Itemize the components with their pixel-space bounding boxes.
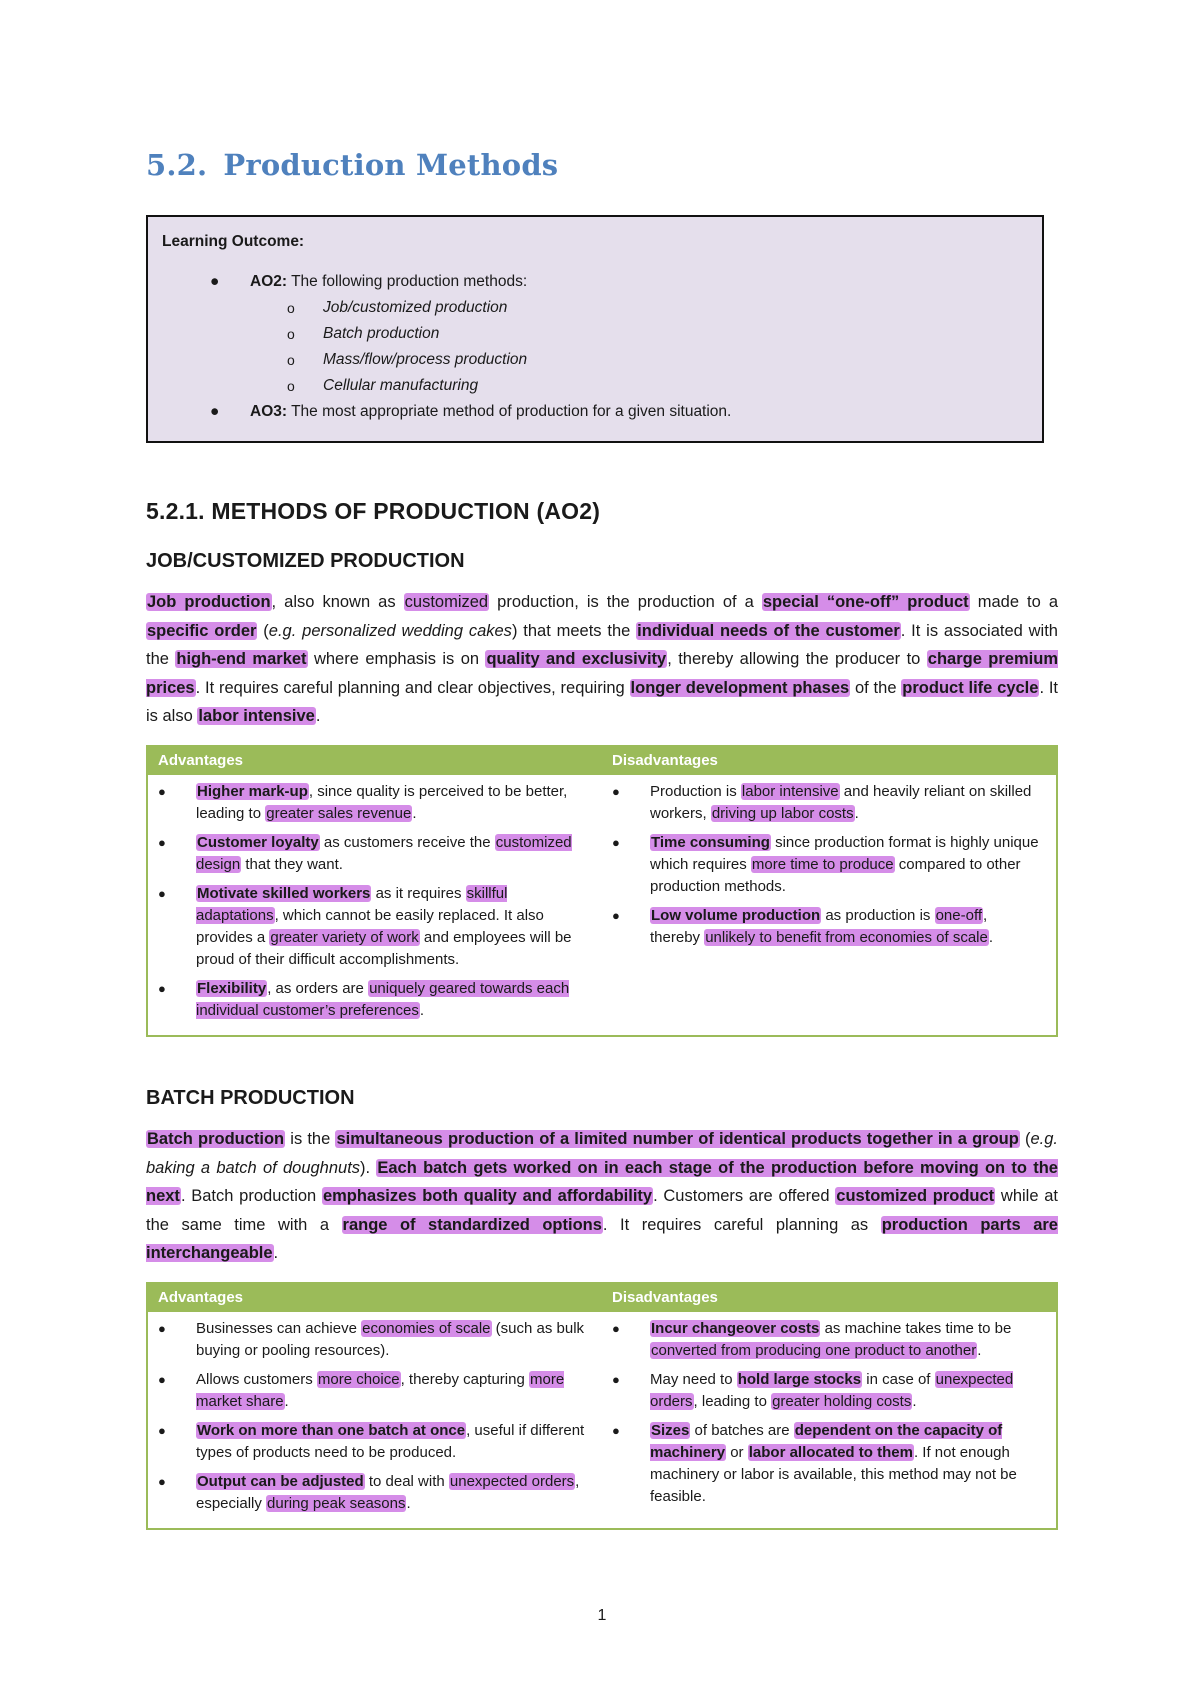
- bullet-icon: ●: [612, 908, 620, 923]
- sub-bullet-icon: o: [287, 326, 295, 342]
- page-title: [146, 148, 558, 182]
- methods-list: [250, 295, 1028, 399]
- list-item: ● Low volume production as production is one-off, thereby unlikely to benefit from economies of scale.: [612, 907, 994, 946]
- bullet-icon: ●: [158, 1474, 166, 1489]
- bullet-icon: ●: [210, 403, 220, 420]
- disadvantages-column: [602, 781, 1056, 1029]
- advantages-column: [148, 781, 602, 1029]
- title-number: 5.2.: [146, 148, 208, 182]
- disadvantages-header: Disadvantages: [612, 1289, 718, 1306]
- learning-outcome-list: [162, 269, 1028, 425]
- batch-heading: BATCH PRODUCTION: [146, 1087, 355, 1109]
- list-item: ● May need to hold large stocks in case of unexpected orders, leading to greater holding costs.: [612, 1371, 1014, 1410]
- sub-bullet-icon: o: [287, 378, 295, 394]
- bullet-icon: ●: [612, 784, 620, 799]
- section-heading: 5.2.1. METHODS OF PRODUCTION (AO2): [146, 498, 601, 524]
- job-paragraph: Job production, also known as customized production, is the production of a special “one-off” product made to a specific order (e.g. personalized wedding cakes) that meets the individual needs of the customer. It is associated with the high-end market where emphasis is on quality and exclusivity, thereby allowing the producer to charge premium prices. It requires careful planning and clear objectives, requiring longer development phases of the product life cycle. It is also labor intensive.: [146, 593, 1059, 725]
- method-item: o Batch production: [162, 321, 1028, 347]
- bullet-icon: ●: [158, 1321, 166, 1336]
- bullet-icon: ●: [158, 981, 166, 996]
- bullet-icon: ●: [158, 886, 166, 901]
- learning-outcome-ao2: [162, 269, 1028, 399]
- disadvantages-header: Disadvantages: [612, 752, 718, 769]
- learning-outcome-heading: Learning Outcome:: [162, 233, 305, 250]
- ao2-label: AO2:: [250, 273, 288, 290]
- learning-outcome-box: [146, 215, 1044, 443]
- job-heading: JOB/CUSTOMIZED PRODUCTION: [146, 550, 465, 572]
- list-item: ● Production is labor intensive and heavily reliant on skilled workers, driving up labor costs.: [612, 783, 1032, 822]
- bullet-icon: ●: [612, 1423, 620, 1438]
- sub-bullet-icon: o: [287, 352, 295, 368]
- bullet-icon: ●: [612, 835, 620, 850]
- ao3-label: AO3:: [250, 403, 288, 420]
- method-item: o Cellular manufacturing: [162, 373, 1028, 399]
- bullet-icon: ●: [158, 784, 166, 799]
- list-item: ● Allows customers more choice, thereby capturing more market share.: [158, 1371, 565, 1410]
- bullet-icon: ●: [612, 1372, 620, 1387]
- list-item: ● Work on more than one batch at once, useful if different types of products need to be produced.: [158, 1422, 585, 1461]
- list-item: ● Flexibility, as orders are uniquely geared towards each individual customer’s preferences.: [158, 980, 570, 1019]
- list-item: ● Customer loyalty as customers receive the customized design that they want.: [158, 834, 572, 873]
- advantages-header: Advantages: [158, 1289, 244, 1306]
- page-number: 1: [597, 1607, 607, 1624]
- list-item: ● Sizes of batches are dependent on the capacity of machinery or labor allocated to them. If not enough machinery or labor is available, this method may not be feasible.: [612, 1422, 1017, 1505]
- sub-bullet-icon: o: [287, 300, 295, 316]
- table-body: [148, 1312, 1056, 1528]
- table-header: [148, 1284, 1056, 1312]
- list-item: ● Motivate skilled workers as it requires skillful adaptations, which cannot be easily replaced. It also provides a greater variety of work and employees will be proud of their difficult accomplishments.: [158, 885, 572, 968]
- ao3-text: The most appropriate method of production for a given situation.: [287, 403, 732, 420]
- batch-paragraph: Batch production is the simultaneous production of a limited number of identical products together in a group (e.g. baking a batch of doughnuts). Each batch gets worked on in each stage of the production before moving on to the next. Batch production emphasizes both quality and affordability. Customers are offered customized product while at the same time with a range of standardized options. It requires careful planning as production parts are interchangeable.: [146, 1130, 1058, 1262]
- ao2-text: The following production methods:: [287, 273, 528, 290]
- list-item: ● Incur changeover costs as machine takes time to be converted from producing one product to another.: [612, 1320, 1012, 1359]
- disadvantages-column: [602, 1318, 1056, 1522]
- bullet-icon: ●: [612, 1321, 620, 1336]
- table-header: [148, 747, 1056, 775]
- table-body: [148, 775, 1056, 1035]
- bullet-icon: ●: [158, 1423, 166, 1438]
- advantages-column: [148, 1318, 602, 1522]
- batch-adv-table: [146, 1282, 1058, 1530]
- list-item: ● Time consuming since production format is highly unique which requires more time to produce compared to other production methods.: [612, 834, 1039, 895]
- job-adv-table: [146, 745, 1058, 1037]
- bullet-icon: ●: [158, 835, 166, 850]
- bullet-icon: ●: [210, 273, 220, 290]
- list-item: ● Businesses can achieve economies of scale (such as bulk buying or pooling resources).: [158, 1320, 585, 1359]
- list-item: ● Higher mark-up, since quality is perceived to be better, leading to greater sales revenue.: [158, 783, 568, 822]
- title-text: Production Methods: [223, 148, 559, 182]
- method-item: o Job/customized production: [162, 295, 1028, 321]
- method-item: o Mass/flow/process production: [162, 347, 1028, 373]
- advantages-header: Advantages: [158, 752, 244, 769]
- learning-outcome-ao3: [162, 399, 1028, 425]
- bullet-icon: ●: [158, 1372, 166, 1387]
- list-item: ● Output can be adjusted to deal with unexpected orders, especially during peak seasons.: [158, 1473, 580, 1512]
